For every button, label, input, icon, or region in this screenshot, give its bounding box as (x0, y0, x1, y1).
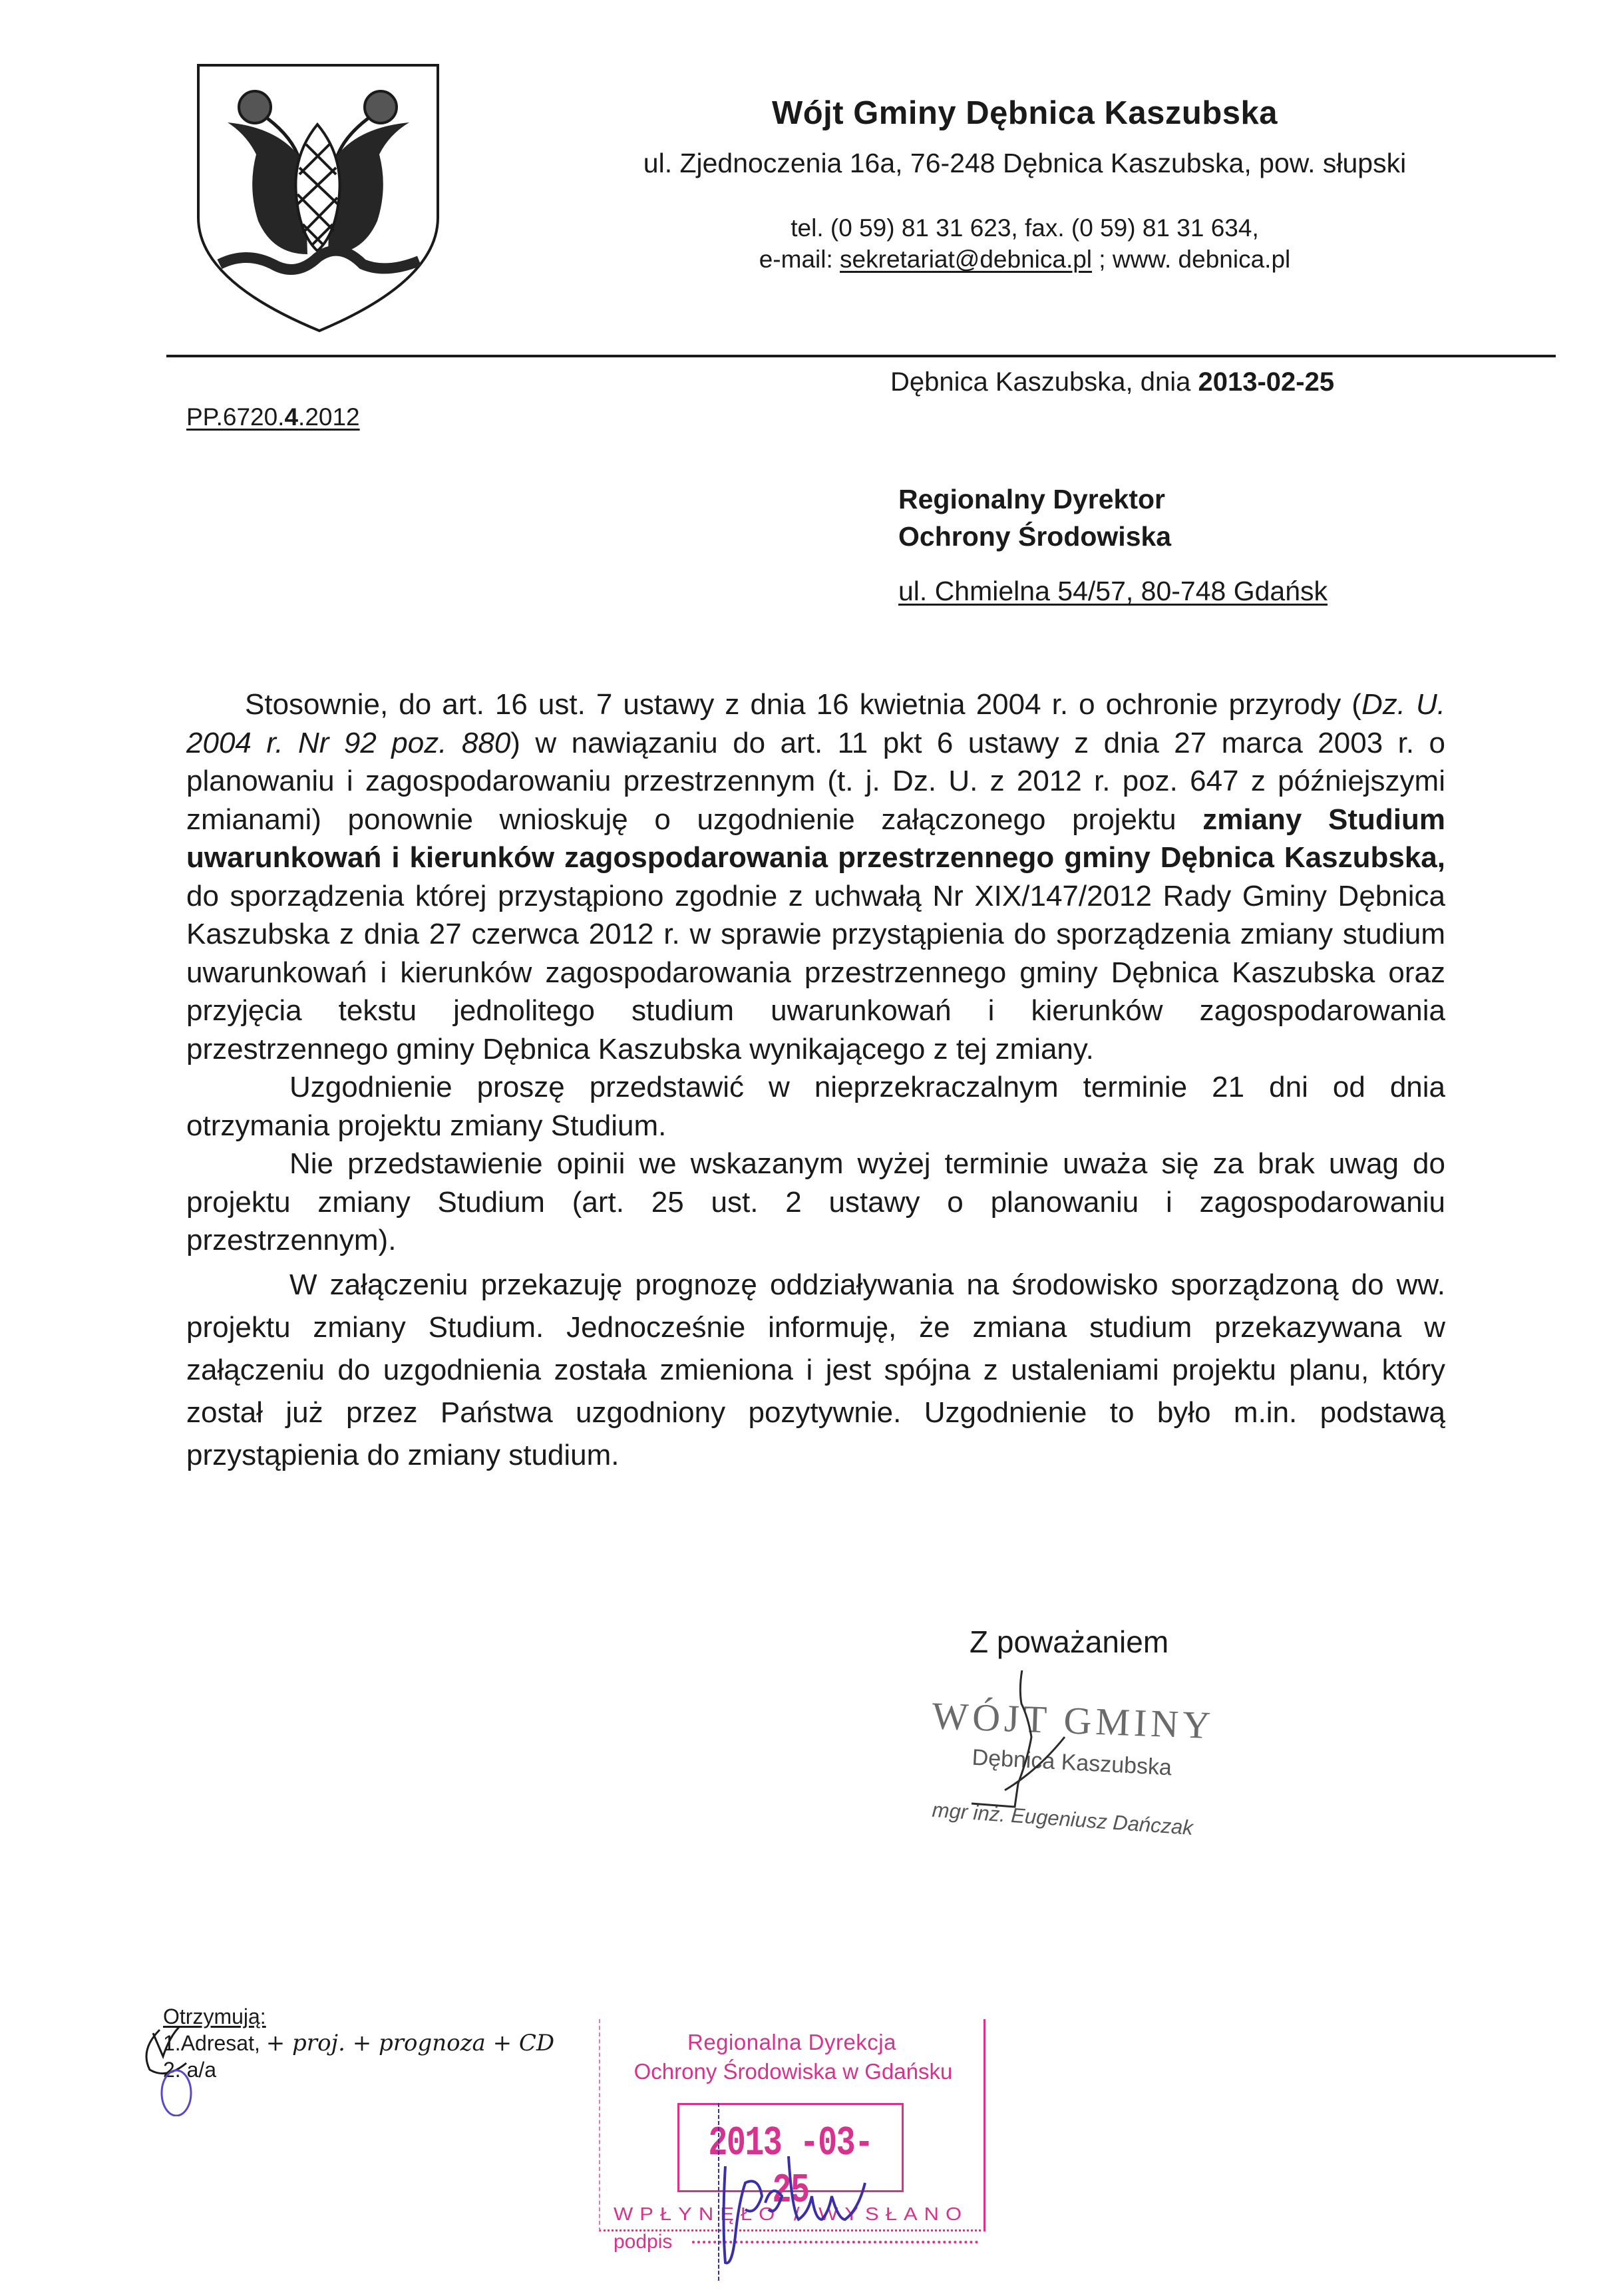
email-link[interactable]: sekretariat@debnica.pl (840, 246, 1093, 273)
stamp-line1: Regionalna Dyrekcja (687, 2030, 896, 2054)
recipient-line2: Ochrony Środowiska (898, 521, 1172, 552)
body-paragraph-2: Uzgodnienie proszę przedstawić w nieprzekraczalnym terminie 21 dni od dnia otrzymania projektu zmiany Studium. (186, 1071, 1445, 1142)
reference-suffix: .2012 (298, 403, 360, 431)
body-paragraph-3: Nie przedstawienie opinii we wskazanym wyżej terminie uważa się za brak uwag do projektu zmiany Studium (art. 25 ust. 2 ustawy o planowaniu i zagospodarowaniu przestrzennym). (186, 1147, 1445, 1256)
letterhead-phone: tel. (0 59) 81 31 623, fax. (0 59) 81 31 634, (791, 214, 1259, 242)
date-line (890, 367, 1334, 397)
item-number: 1. (163, 2031, 181, 2055)
distribution-item (163, 2056, 554, 2083)
distribution-item (163, 2030, 554, 2056)
p1-text-b: ) w nawiązaniu do art. 11 pkt 6 ustawy z dnia 27 marca 2003 r. o planowaniu i zagospodarowaniu przestrzennym (t. j. Dz. U. z 2012 r. poz. 647 z późniejszymi zmianami) ponownie wnioskuję o uzgodnienie załączonego projektu (186, 726, 1445, 836)
item-number: 2. (163, 2058, 181, 2082)
reference-bold: 4 (284, 403, 299, 431)
p1-text-c: do sporządzenia której przystąpiono zgodnie z uchwałą Nr XIX/147/2012 Rady Gminy Dębnica Kaszubska z dnia 27 czerwca 2012 r. w sprawie przystąpienia do sporządzenia zmiany studium uwarunkowań i kierunków zagospodarowania przestrzennego gminy Dębnica Kaszubska oraz przyjęcia tekstu jednolitego studium uwarunkowań i kierunków zagospodarowania przestrzennego gminy Dębnica Kaszubska wynikającego z tej zmiany. (186, 879, 1445, 1065)
item-text: a/a (186, 2058, 217, 2082)
stamp-status: WPŁYNĘŁO / WYSŁANO (614, 2203, 969, 2225)
received-date: 2013 -03- 25 (708, 2120, 873, 2214)
recipient-street: ul. Chmielna 54/57, 80-748 Gdańsk (898, 576, 1328, 606)
header-divider (166, 355, 1556, 357)
body-paragraph-4: W załączeniu przekazuję prognozę oddziaływania na środowisko sporządzoną do ww. projektu zmiany Studium. Jednocześnie informuję, że zmiana studium przekazywana w załączeniu do uzgodnienia została zmieniona i jest spójna z ustaleniami projektu planu, który został już przez Państwa uzgodniony pozytywnie. Uzgodnienie to było m.in. podstawą przystąpienia do zmiany studium. (186, 1268, 1445, 1471)
stamp-name: mgr inż. Eugeniusz Dańczak (931, 1798, 1194, 1840)
p1-subject: zmiany Studium uwarunkowań i kierunków zagospodarowania przestrzennego gminy Dębnica Kaszubska, (186, 803, 1445, 874)
handwritten-signature (699, 2103, 952, 2296)
letterhead-contact (546, 243, 1504, 276)
handwritten-note: + proj. + prognoza + CD (266, 2030, 555, 2056)
letterhead (546, 93, 1504, 276)
letter-body (186, 685, 1445, 1477)
signature-stamp (905, 1670, 1251, 1843)
coat-of-arms-icon (193, 61, 443, 334)
body-paragraph-1 (186, 685, 1445, 1068)
recipient-line1: Regionalny Dyrektor (898, 484, 1165, 514)
recipient-block (898, 480, 1328, 610)
website-text: ; www. debnica.pl (1092, 246, 1291, 273)
distribution-heading: Otrzymują: (163, 2005, 266, 2028)
stamp-line2: Ochrony Środowiska w Gdańsku (633, 2059, 953, 2084)
item-text: Adresat, (180, 2031, 260, 2055)
distribution-list (163, 2003, 554, 2083)
email-label: e-mail: (759, 246, 840, 273)
stamp-place: Dębnica Kaszubska (971, 1744, 1172, 1781)
reference-number (186, 403, 360, 431)
stamp-title: WÓJT GMINY (931, 1694, 1216, 1748)
letter-date: 2013-02-25 (1198, 367, 1335, 397)
p1-citation: Dz. U. 2004 r. Nr 92 poz. 880 (186, 688, 1445, 759)
reference-prefix: PP.6720. (186, 403, 285, 431)
closing-salutation: Z poważaniem (970, 1625, 1169, 1659)
date-place: Dębnica Kaszubska, dnia (890, 367, 1198, 397)
letterhead-address: ul. Zjednoczenia 16a, 76-248 Dębnica Kaszubska, pow. słupski (643, 148, 1407, 178)
p1-text-a: Stosownie, do art. 16 ust. 7 ustawy z dnia 16 kwietnia 2004 r. o ochronie przyrody ( (245, 688, 1361, 721)
stamp-signature-label: podpis (614, 2231, 673, 2253)
letterhead-title: Wójt Gminy Dębnica Kaszubska (771, 95, 1278, 131)
checkmark-circle-marks (140, 2016, 220, 2116)
